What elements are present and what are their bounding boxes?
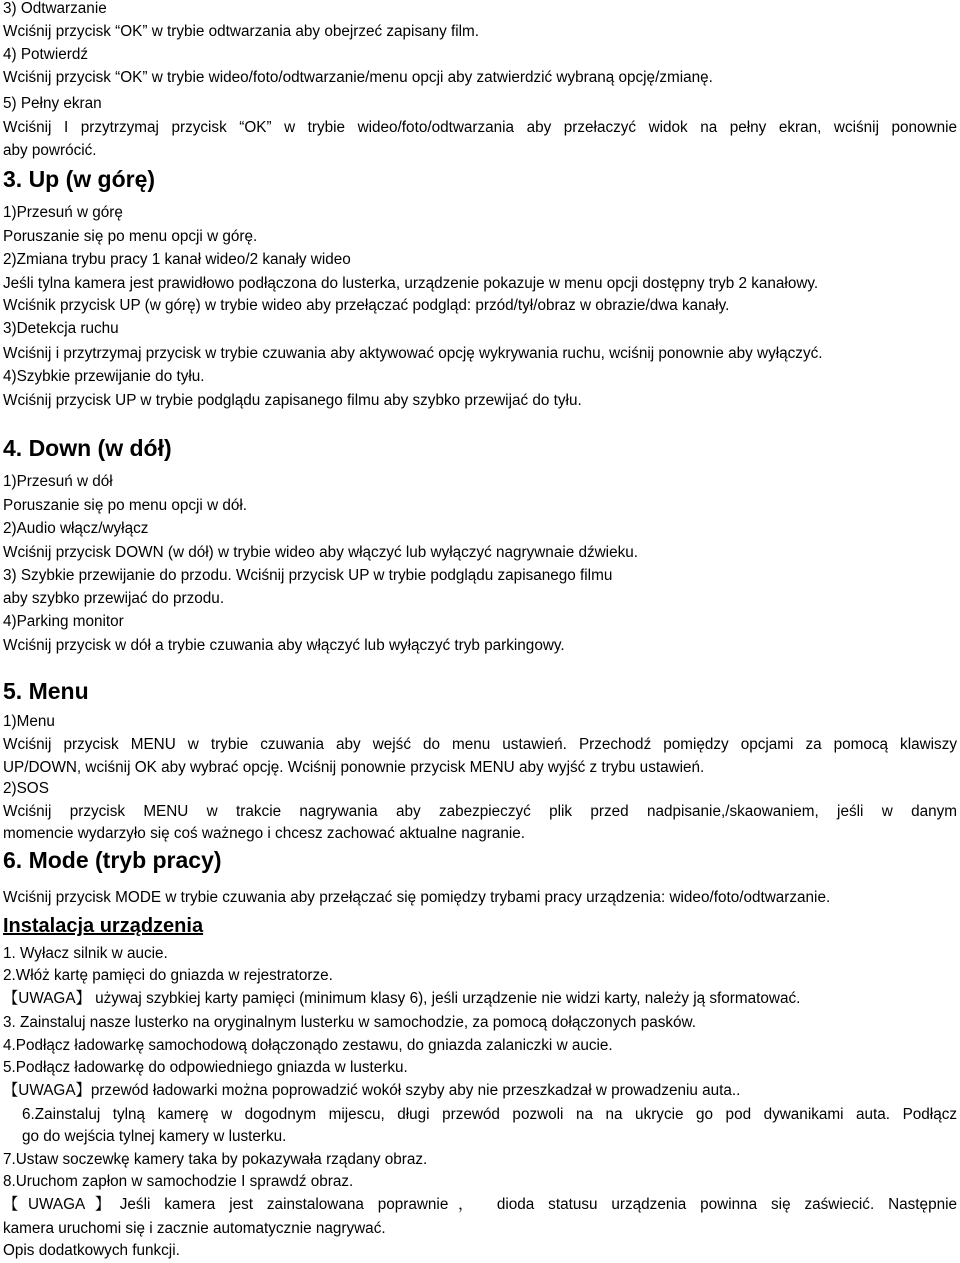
up-line-7: Wciśnij i przytrzymaj przycisk w trybie czuwania aby aktywować opcję wykrywania ruchu, wciśnij ponownie aby wyłączyć. xyxy=(3,345,823,362)
install-line-7: 7.Ustaw soczewkę kamery taka by pokazywała rządany obraz. xyxy=(3,1151,428,1168)
heading-installation: Instalacja urządzenia xyxy=(3,915,204,937)
heading-up: 3. Up (w górę) xyxy=(3,166,156,192)
heading-mode: 6. Mode (tryb pracy) xyxy=(3,847,222,873)
up-line-6: 3)Detekcja ruchu xyxy=(3,320,119,337)
install-warning-3b: kamera uruchomi się i zacznie automatycznie nagrywać. xyxy=(3,1220,386,1237)
up-line-2: Poruszanie się po menu opcji w górę. xyxy=(3,228,258,245)
heading-down: 4. Down (w dół) xyxy=(3,435,172,461)
section-title-fullscreen: 5) Pełny ekran xyxy=(3,95,102,112)
section-title-confirm: 4) Potwierdź xyxy=(3,46,89,63)
down-line-1: 1)Przesuń w dół xyxy=(3,473,113,490)
menu-line-4: 2)SOS xyxy=(3,780,49,797)
section-title-playback: 3) Odtwarzanie xyxy=(3,0,107,17)
install-line-1: 1. Wyłacz silnik w aucie. xyxy=(3,945,168,962)
up-line-5: Wciśnik przycisk UP (w górę) w trybie wideo aby przełączać podgląd: przód/tył/obraz w obrazie/dwa kanały. xyxy=(3,297,730,314)
menu-line-6: momencie wydarzyło się coś ważnego i chcesz zachować aktualne nagranie. xyxy=(3,825,526,842)
menu-line-2: Wciśnij przycisk MENU w trybie czuwania aby wejść do menu ustawień. Przechodź pomiędzy opcjami za pomocą klawiszy xyxy=(3,736,957,753)
down-line-4: Wciśnij przycisk DOWN (w dół) w trybie wideo aby włączyć lub wyłączyć nagrywnaie dźwieku. xyxy=(3,544,638,561)
down-line-7: 4)Parking monitor xyxy=(3,613,124,630)
fullscreen-text-2: aby powrócić. xyxy=(3,142,97,159)
install-warning-2: 【UWAGA】przewód ładowarki można poprowadzić wokół szyby aby nie przeszkadzał w prowadzeniu auta.. xyxy=(3,1082,741,1099)
install-line-3: 3. Zainstaluj nasze lusterko na oryginalnym lusterku w samochodzie, za pomocą dołączonych pasków. xyxy=(3,1014,696,1031)
menu-line-3: UP/DOWN, wciśnij OK aby wybrać opcję. Wciśnij ponownie przycisk MENU aby wyjść z trybu ustawień. xyxy=(3,759,705,776)
install-line-4: 4.Podłącz ładowarkę samochodową dołączonądo zestawu, do gniazda zalaniczki w aucie. xyxy=(3,1037,613,1054)
up-line-1: 1)Przesuń w górę xyxy=(3,204,123,221)
mode-line-1: Wciśnij przycisk MODE w trybie czuwania aby przełączać się pomiędzy trybami pracy urządzenia: wideo/foto/odtwarzanie. xyxy=(3,889,831,906)
down-line-2: Poruszanie się po menu opcji w dół. xyxy=(3,497,248,514)
down-line-8: Wciśnij przycisk w dół a trybie czuwania aby włączyć lub wyłączyć tryb parkingowy. xyxy=(3,637,565,654)
up-line-9: Wciśnij przycisk UP w trybie podglądu zapisanego filmu aby szybko przewijać do tyłu. xyxy=(3,392,582,409)
down-line-5: 3) Szybkie przewijanie do przodu. Wciśnij przycisk UP w trybie podglądu zapisanego filmu xyxy=(3,567,613,584)
install-warning-3: 【UWAGA】Jeśli kamera jest zainstalowana poprawnie， dioda statusu urządzenia powinna się zaświecić. Następnie xyxy=(3,1196,957,1213)
up-line-3: 2)Zmiana trybu pracy 1 kanał wideo/2 kanały wideo xyxy=(3,251,351,268)
fullscreen-text-1: Wciśnij I przytrzymaj przycisk “OK” w trybie wideo/foto/odtwarzania aby przełaczyć widok na pełny ekran, wciśnij ponownie xyxy=(3,119,957,136)
heading-menu: 5. Menu xyxy=(3,678,89,704)
menu-line-1: 1)Menu xyxy=(3,713,55,730)
install-line-6b: go do wejścia tylnej kamery w lusterku. xyxy=(22,1128,287,1145)
down-line-3: 2)Audio włącz/wyłącz xyxy=(3,520,149,537)
up-line-8: 4)Szybkie przewijanie do tyłu. xyxy=(3,368,205,385)
install-line-2: 2.Włóż kartę pamięci do gniazda w rejestratorze. xyxy=(3,967,333,984)
install-line-8: 8.Uruchom zapłon w samochodzie I sprawdź obraz. xyxy=(3,1173,354,1190)
up-line-4: Jeśli tylna kamera jest prawidłowo podłączona do lusterka, urządzenie pokazuje w menu opcji dostępny tryb 2 kanałowy. xyxy=(3,275,819,292)
install-line-5: 5.Podłącz ładowarkę do odpowiedniego gniazda w lusterku. xyxy=(3,1059,408,1076)
install-line-6: 6.Zainstaluj tylną kamerę w dogodnym mijescu, długi przewód pozwoli na na ukrycie go pod dywanikami auta. Podłącz xyxy=(22,1106,957,1123)
menu-line-5: Wciśnij przycisk MENU w trakcie nagrywania aby zabezpieczyć plik przed nadpisanie,/skaowaniem, jeśli w danym xyxy=(3,803,957,820)
playback-text: Wciśnij przycisk “OK” w trybie odtwarzania aby obejrzeć zapisany film. xyxy=(3,23,480,40)
confirm-text: Wciśnij przycisk “OK” w trybie wideo/foto/odtwarzanie/menu opcji aby zatwierdzić wybraną opcję/zmianę. xyxy=(3,69,713,86)
additional-functions-title: Opis dodatkowych funkcji. xyxy=(3,1242,180,1259)
install-warning-1: 【UWAGA】 używaj szybkiej karty pamięci (minimum klasy 6), jeśli urządzenie nie widzi karty, należy ją sformatować. xyxy=(3,990,801,1007)
down-line-6: aby szybko przewijać do przodu. xyxy=(3,590,225,607)
